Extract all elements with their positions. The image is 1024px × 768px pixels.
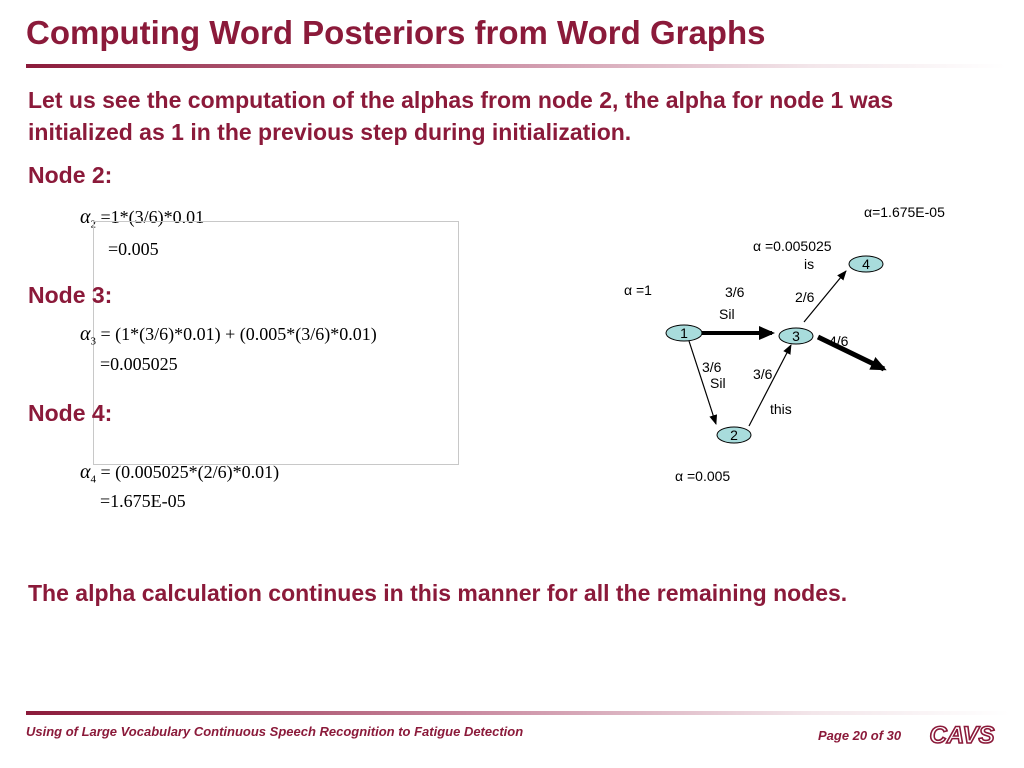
alpha-subscript: 4 xyxy=(90,473,96,486)
equation-expression: = (1*(3/6)*0.01) + (0.005*(3/6)*0.01) xyxy=(100,324,377,344)
equation-expression: =1*(3/6)*0.01 xyxy=(100,207,205,227)
page-number: Page 20 of 30 xyxy=(818,728,902,743)
edge-1-3-prob: 3/6 xyxy=(725,284,745,300)
node-4-heading: Node 4: xyxy=(28,400,113,426)
node-4-equation-line1 xyxy=(80,461,279,486)
alpha-node-1-label: α =1 xyxy=(624,282,652,298)
footer-divider xyxy=(26,711,1010,715)
logo-text: CAVS xyxy=(929,722,995,749)
graph-node-1 xyxy=(666,325,702,341)
alpha-node-3-label: α =0.005025 xyxy=(753,238,832,254)
edge-2-3-prob: 3/6 xyxy=(753,366,773,382)
alpha-symbol: α xyxy=(80,323,91,345)
graph-node-4 xyxy=(849,256,883,272)
edge-3-4-word: is xyxy=(804,256,815,272)
node-label: 2 xyxy=(730,427,738,443)
alpha-node-4-label: α=1.675E-05 xyxy=(864,204,945,220)
node-label: 3 xyxy=(792,328,800,344)
node-4-equation-line2: =1.675E-05 xyxy=(100,491,186,511)
node-2-equation-line2: =0.005 xyxy=(108,239,159,259)
intro-text: Let us see the computation of the alphas from node 2, the alpha for node 1 was initialized as 1 in the previous step during initialization. xyxy=(28,87,894,145)
slide-title: Computing Word Posteriors from Word Graphs xyxy=(26,14,766,51)
node-3-equation-line2: =0.005025 xyxy=(100,354,178,374)
edge-3-4-prob: 2/6 xyxy=(795,289,815,305)
cavs-logo xyxy=(924,720,1000,750)
node-3-equation-line1 xyxy=(80,323,377,348)
edge-1-3-word: Sil xyxy=(719,306,735,322)
conclusion-text: The alpha calculation continues in this manner for all the remaining nodes. xyxy=(28,580,848,606)
alpha-node-2-label: α =0.005 xyxy=(675,468,731,484)
node-3-heading: Node 3: xyxy=(28,282,113,308)
alpha-subscript: 3 xyxy=(90,335,96,348)
equation-expression: = (0.005025*(2/6)*0.01) xyxy=(100,462,280,482)
edge-1-2-prob: 3/6 xyxy=(702,359,722,375)
node-label: 1 xyxy=(680,325,688,341)
word-graph-diagram xyxy=(600,195,1000,495)
alpha-subscript: 2 xyxy=(90,218,96,231)
node-label: 4 xyxy=(862,256,870,272)
title-divider xyxy=(26,64,1006,68)
node-2-heading: Node 2: xyxy=(28,162,113,188)
graph-node-2 xyxy=(717,427,751,443)
graph-node-3 xyxy=(779,328,813,344)
edge-3-out-prob: 4/6 xyxy=(829,333,849,349)
edge-2-3-word: this xyxy=(770,401,792,417)
footer-caption: Using of Large Vocabulary Continuous Speech Recognition to Fatigue Detection xyxy=(26,724,524,739)
alpha-symbol: α xyxy=(80,206,91,228)
alpha-symbol: α xyxy=(80,461,91,483)
edge-3-out xyxy=(818,337,884,369)
edge-1-2-word: Sil xyxy=(710,375,726,391)
